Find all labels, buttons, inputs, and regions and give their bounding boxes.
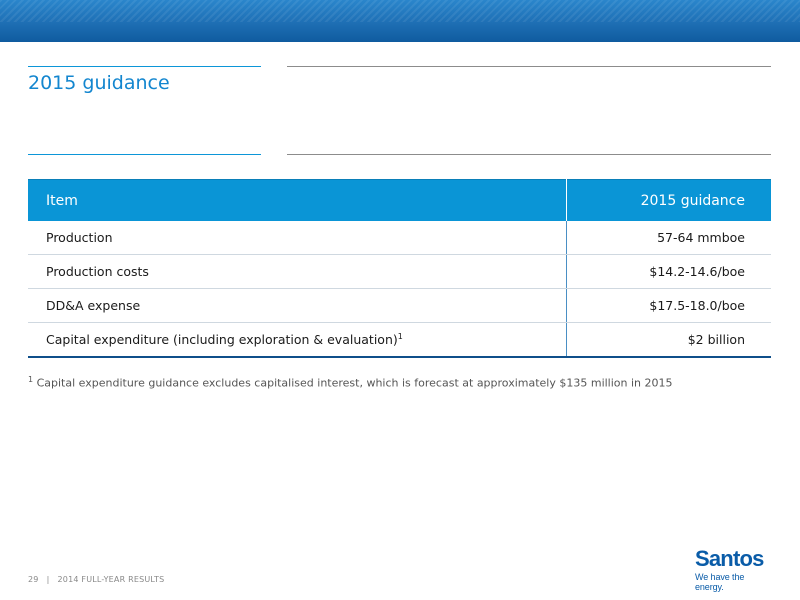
footnote	[28, 375, 673, 390]
title-rule-bottom-right	[287, 154, 771, 155]
page-title: 2015 guidance	[28, 72, 170, 94]
row-item-label: Production costs	[28, 255, 567, 289]
row-guidance-value: 57-64 mmboe	[567, 221, 771, 255]
table-header-row	[28, 180, 771, 222]
footnote-reference: 1	[397, 331, 403, 341]
title-rule-top-left	[28, 66, 261, 67]
title-rule-bottom-left	[28, 154, 261, 155]
table-row	[28, 221, 771, 255]
header-guidance: 2015 guidance	[567, 180, 771, 222]
table-row	[28, 255, 771, 289]
page-number: 29	[28, 575, 39, 584]
santos-logo	[695, 548, 775, 592]
footer-section: 2014 FULL-YEAR RESULTS	[57, 575, 165, 584]
row-guidance-value: $14.2-14.6/boe	[567, 255, 771, 289]
row-guidance-value: $2 billion	[687, 332, 745, 347]
logo-wordmark: Santos	[695, 546, 764, 571]
top-banner	[0, 0, 800, 42]
footnote-text: Capital expenditure guidance excludes capitalised interest, which is forecast at approximately $135 million in 2015	[36, 376, 673, 390]
header-item: Item	[28, 180, 567, 222]
footnote-marker: 1	[28, 375, 34, 384]
title-rule-top-right	[287, 66, 771, 67]
row-item-label: DD&A expense	[28, 289, 567, 323]
table-row	[28, 323, 771, 357]
page-footer	[28, 575, 164, 584]
capex-label: Capital expenditure (including exploration & evaluation)	[46, 332, 398, 348]
guidance-table	[28, 179, 771, 358]
logo-tagline: We have the energy.	[695, 572, 745, 592]
footer-separator: |	[46, 575, 50, 584]
row-guidance-value: $17.5-18.0/boe	[567, 289, 771, 323]
row-item-label: Production	[28, 221, 567, 255]
row-item-label-capex	[28, 323, 567, 357]
table-row	[28, 289, 771, 323]
